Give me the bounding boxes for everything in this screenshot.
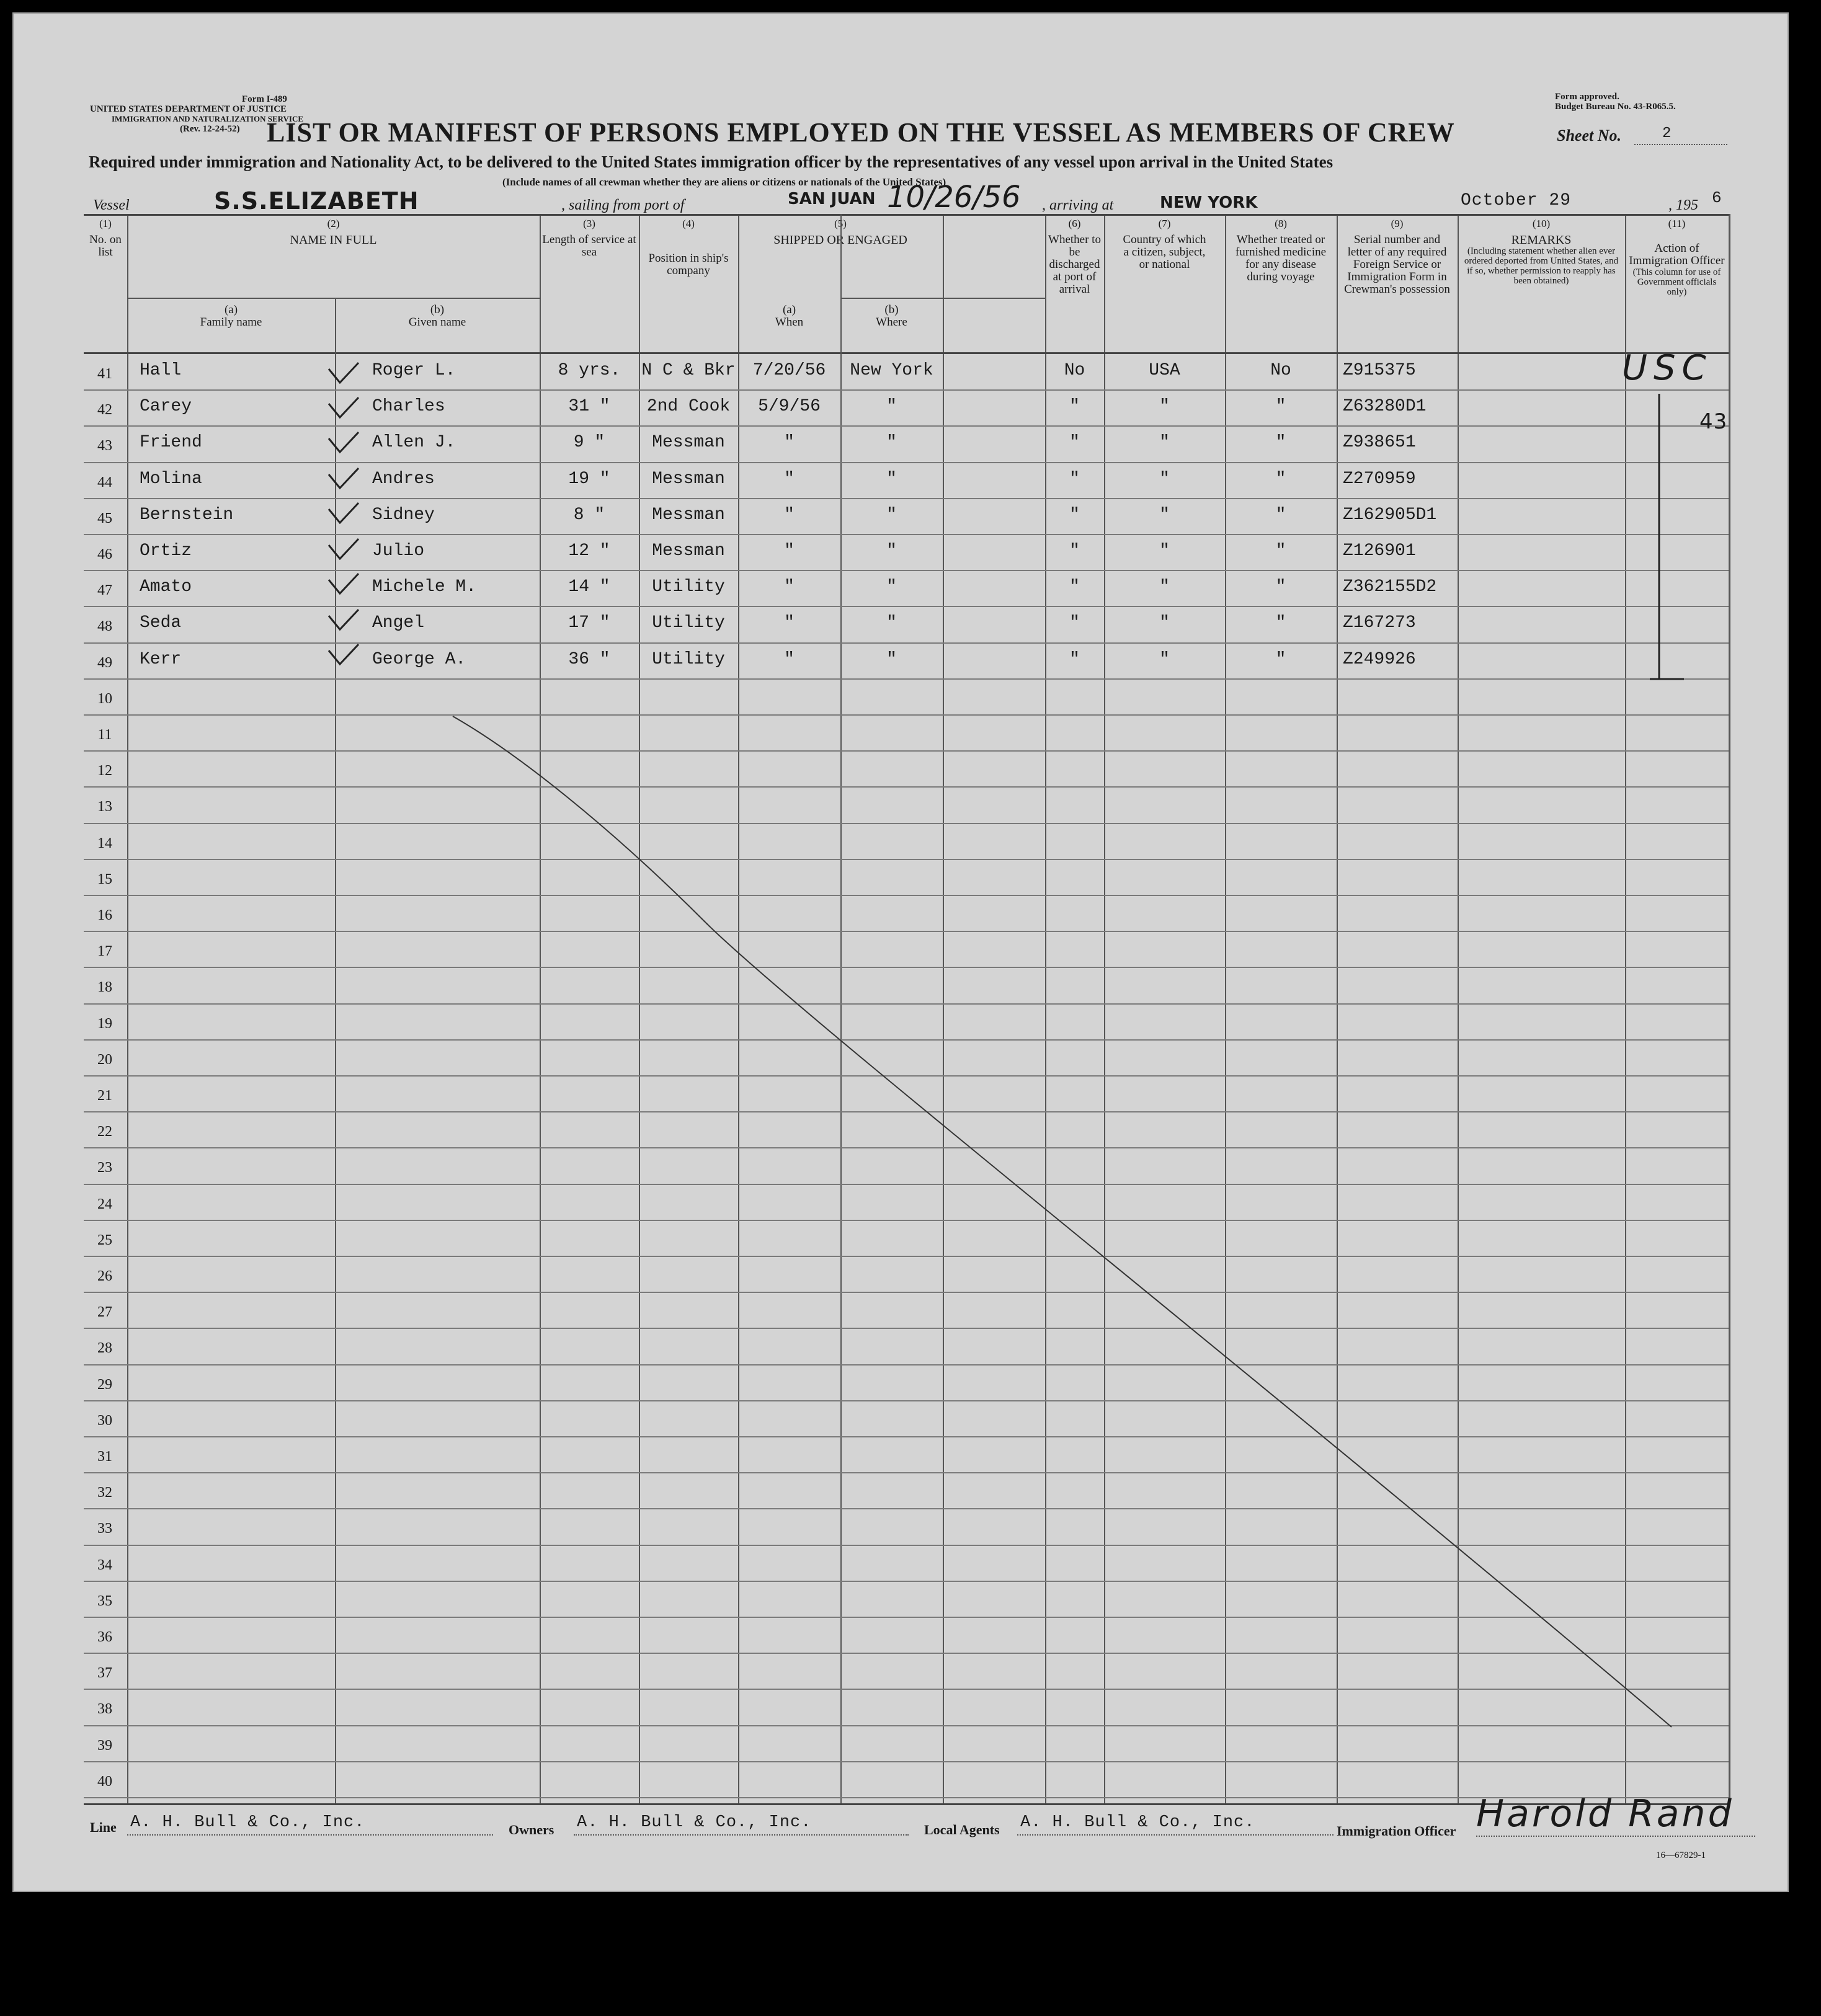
cell-country: ": [1159, 397, 1170, 417]
cell-country: ": [1159, 541, 1170, 561]
cell-given: Michele M.: [372, 577, 477, 597]
sheet-number: 2: [1662, 125, 1672, 142]
row-number: 49: [97, 654, 112, 671]
cell-when: ": [784, 541, 795, 561]
officer-signature: Harold Rand: [1476, 1792, 1734, 1836]
cell-when: ": [784, 649, 795, 669]
row-number: 37: [97, 1665, 112, 1682]
header-col-4: (4) Position in ship's company: [648, 218, 729, 277]
cell-serial: Z270959: [1343, 469, 1416, 489]
officer-bracket: [1650, 394, 1684, 679]
cell-when: ": [784, 469, 795, 489]
cell-country: ": [1159, 433, 1170, 453]
row-number: 32: [97, 1485, 112, 1501]
budget-bureau: Budget Bureau No. 43-R065.5.: [1555, 102, 1676, 112]
header-col-7: (7) Country of which a citizen, subject, or national: [1123, 218, 1206, 271]
row-number: 43: [97, 438, 112, 455]
header-col-1: (1) No. on list: [89, 218, 122, 259]
cell-position: Utility: [652, 577, 725, 597]
row-number: 36: [97, 1629, 112, 1645]
row-number: 44: [97, 474, 112, 491]
cell-service: 36 ": [568, 649, 610, 669]
margin-count: 43: [1699, 409, 1728, 434]
agents-company: A. H. Bull & Co., Inc.: [1020, 1813, 1255, 1832]
cell-family: Molina: [140, 469, 202, 489]
row-number: 26: [97, 1268, 112, 1284]
cell-when: ": [784, 505, 795, 525]
cell-service: 8 yrs.: [558, 361, 621, 380]
cell-given: Charles: [372, 397, 445, 417]
sailing-date-handwritten: 10/26/56: [887, 180, 1021, 215]
cell-family: Amato: [140, 577, 192, 597]
cell-service: 17 ": [568, 613, 610, 633]
cell-when: ": [784, 613, 795, 633]
row-number: 12: [97, 763, 112, 779]
row-number: 24: [97, 1196, 112, 1212]
cell-position: Messman: [652, 433, 725, 453]
row-number: 39: [97, 1737, 112, 1754]
cell-position: Messman: [652, 469, 725, 489]
cell-service: 31 ": [568, 397, 610, 417]
cell-given: Angel: [372, 613, 425, 633]
header-col-6: (6) Whether to be discharged at port of arrival: [1048, 218, 1101, 296]
row-number: 34: [97, 1556, 112, 1573]
row-number: 15: [97, 871, 112, 887]
vessel-label: Vessel: [93, 197, 130, 213]
cell-serial: Z915375: [1343, 361, 1416, 380]
cell-discharged: ": [1069, 469, 1080, 489]
manifest-sheet: [12, 12, 1789, 1892]
cell-serial: Z249926: [1343, 649, 1416, 669]
crew-table: [84, 214, 1729, 1803]
check-marks: [329, 363, 358, 664]
cell-where: ": [886, 577, 897, 597]
cell-where: ": [886, 613, 897, 633]
cell-treated: ": [1275, 469, 1286, 489]
cell-service: 8 ": [573, 505, 605, 525]
row-number: 46: [97, 546, 112, 562]
line-company: A. H. Bull & Co., Inc.: [130, 1813, 365, 1832]
revision: (Rev. 12-24-52): [180, 124, 240, 134]
cell-service: 19 ": [568, 469, 610, 489]
cell-where: New York: [850, 361, 933, 380]
cell-treated: ": [1275, 541, 1286, 561]
header-col-10: (10) REMARKS (Including statement whether alien ever ordered deported from United States, and if so, whether permission to reapply has been obtained): [1464, 218, 1619, 286]
cell-where: ": [886, 541, 897, 561]
cell-where: ": [886, 649, 897, 669]
form-approved: Form approved.: [1555, 92, 1619, 102]
arrival-date: October 29: [1461, 191, 1572, 210]
cell-position: Messman: [652, 541, 725, 561]
row-number: 17: [97, 943, 112, 960]
cell-where: ": [886, 397, 897, 417]
cell-given: George A.: [372, 649, 466, 669]
cell-family: Kerr: [140, 649, 182, 669]
officer-mark: USC: [1622, 348, 1712, 388]
cell-serial: Z938651: [1343, 433, 1416, 453]
arriving-label: , arriving at: [1042, 197, 1114, 213]
officer-label: Immigration Officer: [1337, 1823, 1456, 1839]
cell-discharged: ": [1069, 649, 1080, 669]
cell-family: Seda: [140, 613, 182, 633]
row-number: 14: [97, 835, 112, 851]
owners-company: A. H. Bull & Co., Inc.: [577, 1813, 812, 1832]
cell-given: Julio: [372, 541, 425, 561]
cell-where: ": [886, 433, 897, 453]
row-number: 29: [97, 1376, 112, 1393]
cell-family: Bernstein: [140, 505, 234, 525]
cell-treated: ": [1275, 505, 1286, 525]
form-subtitle: Required under immigration and Nationality Act, to be delivered to the United States immigration officer by the representatives of any vessel upon arrival in the United States: [89, 153, 1333, 171]
form-number: Form I-489: [242, 94, 287, 104]
cell-treated: ": [1275, 397, 1286, 417]
row-number: 21: [97, 1088, 112, 1104]
cell-discharged: ": [1069, 613, 1080, 633]
cell-position: 2nd Cook: [646, 397, 731, 417]
cell-treated: ": [1275, 577, 1286, 597]
cell-country: ": [1159, 577, 1170, 597]
year-label: , 195: [1668, 197, 1698, 213]
cell-treated: ": [1275, 649, 1286, 669]
cell-given: Andres: [372, 469, 435, 489]
cell-country: USA: [1149, 361, 1180, 380]
cell-family: Friend: [140, 433, 202, 453]
cell-when: 7/20/56: [752, 361, 826, 380]
row-number: 27: [97, 1304, 112, 1321]
row-number: 20: [97, 1051, 112, 1068]
sheet-underline: [1634, 144, 1727, 145]
cell-service: 14 ": [568, 577, 610, 597]
row-number: 18: [97, 979, 112, 996]
service: IMMIGRATION AND NATURALIZATION SERVICE: [112, 114, 304, 123]
ink-marks: [84, 214, 1729, 1803]
row-number: 16: [97, 907, 112, 923]
form-title: LIST OR MANIFEST OF PERSONS EMPLOYED ON THE VESSEL AS MEMBERS OF CREW: [267, 117, 1455, 148]
cell-position: N C & Bkr: [641, 361, 736, 380]
cell-given: Sidney: [372, 505, 435, 525]
row-number: 42: [97, 402, 112, 419]
cell-family: Hall: [140, 361, 182, 380]
cell-serial: Z362155D2: [1343, 577, 1437, 597]
header-col-11: (11) Action of Immigration Officer(This column for use of Government officials only): [1629, 218, 1725, 297]
cell-country: ": [1159, 649, 1170, 669]
row-number: 47: [97, 582, 112, 599]
form-note: (Include names of all crewman whether they are aliens or citizens or nationals of the United States): [502, 176, 946, 188]
header-col-5: (5) SHIPPED OR ENGAGED: [773, 218, 907, 247]
cell-service: 9 ": [573, 433, 605, 453]
owners-label: Owners: [509, 1822, 554, 1837]
cell-when: 5/9/56: [758, 397, 821, 417]
cell-discharged: ": [1069, 541, 1080, 561]
sailing-label: , sailing from port of: [561, 197, 685, 213]
cell-discharged: ": [1069, 397, 1080, 417]
row-number: 23: [97, 1160, 112, 1176]
cell-serial: Z167273: [1343, 613, 1416, 633]
cell-discharged: ": [1069, 577, 1080, 597]
row-number: 35: [97, 1592, 112, 1609]
row-number: 38: [97, 1701, 112, 1718]
cell-treated: ": [1275, 433, 1286, 453]
cell-serial: Z63280D1: [1343, 397, 1427, 417]
cell-country: ": [1159, 613, 1170, 633]
cell-family: Carey: [140, 397, 192, 417]
cell-where: ": [886, 469, 897, 489]
cell-where: ": [886, 505, 897, 525]
row-number: 48: [97, 618, 112, 635]
row-number: 11: [97, 727, 112, 743]
row-number: 30: [97, 1412, 112, 1429]
row-number: 28: [97, 1340, 112, 1357]
year-digit: 6: [1712, 189, 1722, 207]
row-number: 19: [97, 1015, 112, 1032]
print-code: 16—67829-1: [1656, 1850, 1706, 1860]
cell-country: ": [1159, 469, 1170, 489]
row-number: 10: [97, 690, 112, 707]
agents-label: Local Agents: [924, 1822, 1000, 1837]
row-number: 25: [97, 1232, 112, 1248]
arriving-port: NEW YORK: [1160, 193, 1258, 212]
cell-discharged: No: [1064, 361, 1085, 380]
cell-serial: Z126901: [1343, 541, 1416, 561]
header-col-5b: (b) Where: [876, 303, 907, 329]
header-col-3: (3) Length of service at sea: [542, 218, 636, 259]
cell-discharged: ": [1069, 505, 1080, 525]
cell-serial: Z162905D1: [1343, 505, 1437, 525]
row-number: 40: [97, 1773, 112, 1790]
header-col-2: (2) NAME IN FULL: [290, 218, 377, 247]
row-number: 45: [97, 510, 112, 526]
cell-family: Ortiz: [140, 541, 192, 561]
sailing-port: SAN JUAN: [788, 190, 876, 208]
cell-service: 12 ": [568, 541, 610, 561]
line-label: Line: [90, 1819, 117, 1835]
vessel-name: S.S.ELIZABETH: [214, 187, 419, 215]
row-number: 41: [97, 366, 112, 382]
row-number: 31: [97, 1449, 112, 1465]
cell-position: Utility: [652, 649, 725, 669]
header-col-8: (8) Whether treated or furnished medicine for any disease during voyage: [1235, 218, 1327, 283]
department: UNITED STATES DEPARTMENT OF JUSTICE: [90, 104, 287, 114]
cell-when: ": [784, 433, 795, 453]
cell-position: Messman: [652, 505, 725, 525]
cell-treated: ": [1275, 613, 1286, 633]
row-number: 33: [97, 1521, 112, 1537]
row-number: 22: [97, 1124, 112, 1140]
cell-given: Roger L.: [372, 361, 456, 380]
sheet-label: Sheet No.: [1557, 127, 1621, 144]
cell-position: Utility: [652, 613, 725, 633]
cell-country: ": [1159, 505, 1170, 525]
cell-when: ": [784, 577, 795, 597]
cancel-line: [453, 716, 1672, 1727]
row-number: 13: [97, 799, 112, 815]
cell-treated: No: [1270, 361, 1291, 380]
cell-discharged: ": [1069, 433, 1080, 453]
header-col-2a: (a) Family name: [200, 303, 262, 329]
header-col-5a: (a) When: [775, 303, 804, 329]
header-col-2b: (b) Given name: [408, 303, 466, 329]
header-col-9: (9) Serial number and letter of any required Foreign Service or Immigration Form in Crewman's possession: [1344, 218, 1450, 296]
cell-given: Allen J.: [372, 433, 456, 453]
